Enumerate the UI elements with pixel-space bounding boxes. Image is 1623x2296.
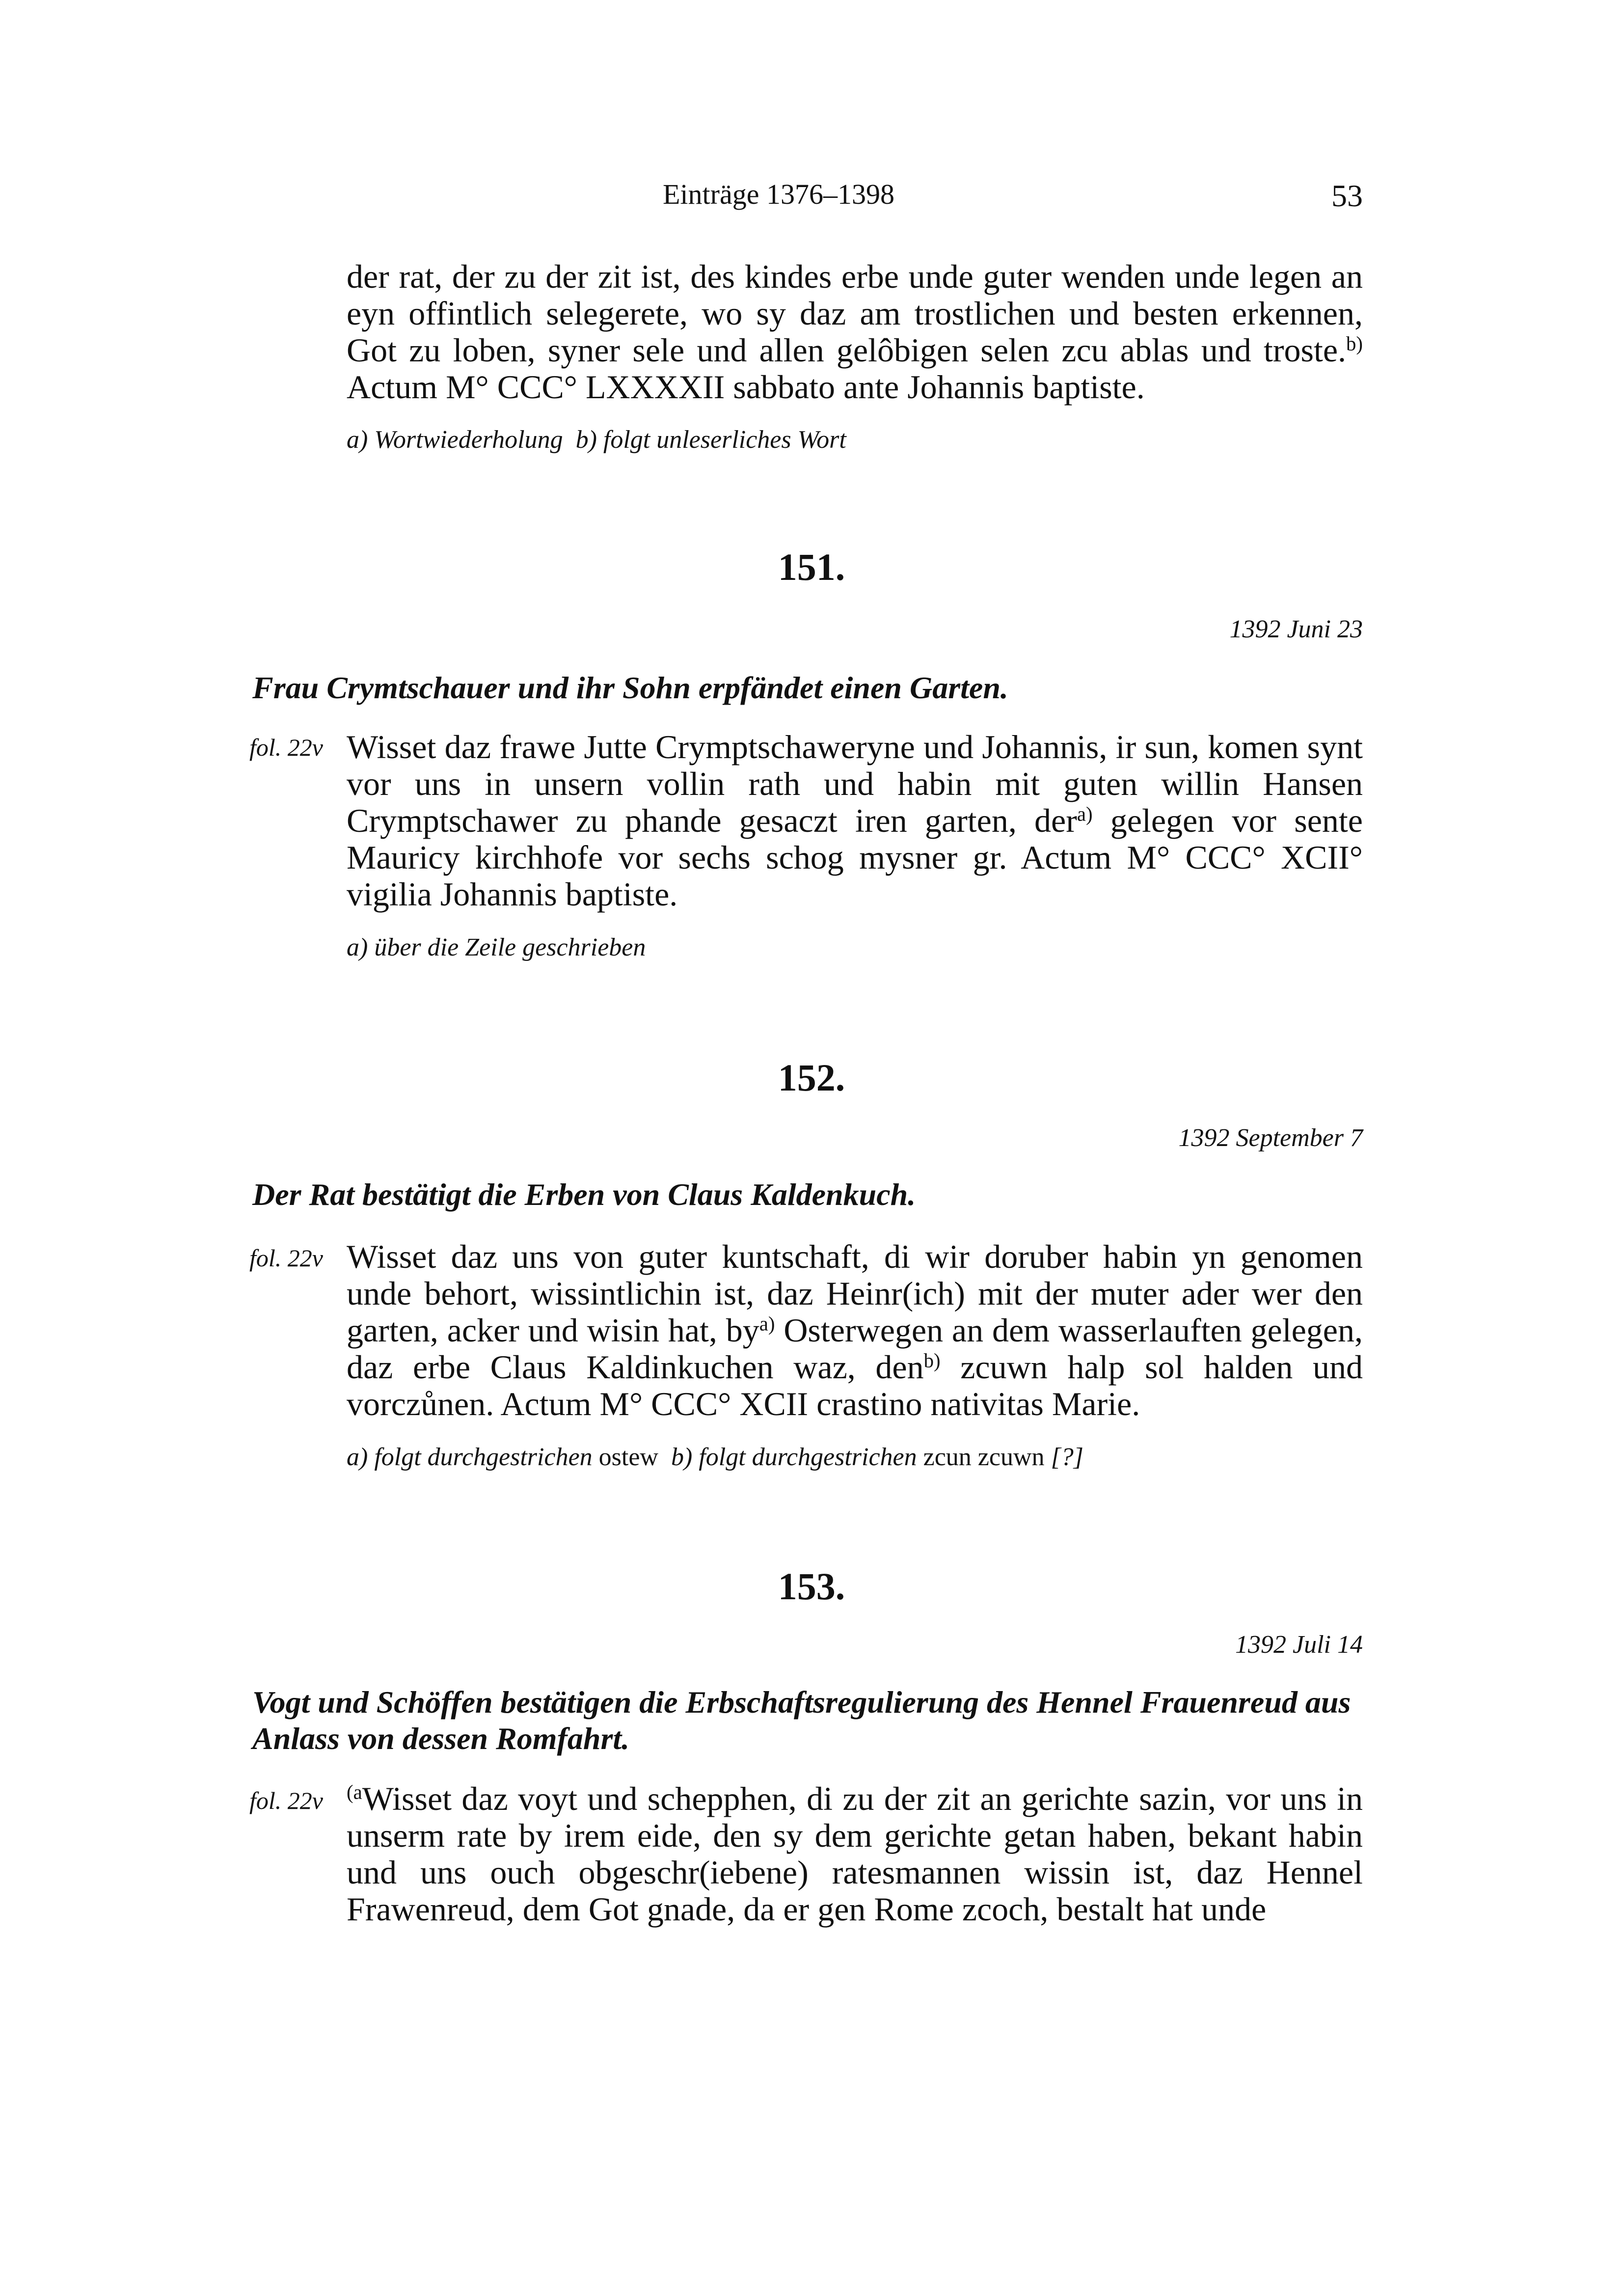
footnote-query: [?] bbox=[1051, 1443, 1083, 1471]
entry-151-title: Frau Crymtschauer und ihr Sohn erpfändet einen Garten. bbox=[252, 670, 1008, 705]
entry-153-folio: fol. 22v bbox=[249, 1787, 323, 1814]
entry-152-text bbox=[347, 1238, 1363, 1422]
entry-152-folio: fol. 22v bbox=[249, 1244, 323, 1272]
entry-151-footnotes: a) über die Zeile geschrieben bbox=[347, 933, 646, 961]
entry-153-text bbox=[347, 1780, 1363, 1928]
entry-152-number: 152. bbox=[778, 1056, 845, 1099]
entry-153-text-1: Wisset daz voyt und schepphen, di zu der zit an gerichte sazin, vor uns in unserm rate by irem eide, den sy dem gerichte getan haben, bekant habin und uns ouch obgeschr(iebene) ratesmannen wissin ist, daz Hennel Frawenreud, dem Got gnade, da er gen Rome zcoch, bestalt hat unde bbox=[347, 1780, 1363, 1928]
entry-151-number: 151. bbox=[778, 546, 845, 588]
footnote-b-roman: zcun zcuwn bbox=[923, 1443, 1051, 1471]
entry-152-footnote-b: b) bbox=[923, 1349, 941, 1372]
entry-152-text-1: Wisset daz uns von guter kuntschaft, di wir doruber habin yn genomen unde behort, wissintlichin ist, daz Heinr(ich) mit der muter ader wer den garten, acker und wisin hat, by bbox=[347, 1238, 1363, 1349]
intro-paragraph bbox=[347, 258, 1363, 406]
page-number: 53 bbox=[1331, 178, 1363, 213]
footnote-a-roman: ostew bbox=[598, 1443, 658, 1471]
intro-footnotes: a) Wortwiederholung b) folgt unleserliches Wort bbox=[347, 426, 846, 454]
entry-153-date: 1392 Juli 14 bbox=[1235, 1631, 1363, 1659]
entry-151-text-1: Wisset daz frawe Jutte Crymptschaweryne und Johannis, ir sun, komen synt vor uns in unsern vollin rath und habin mit guten willin Hansen Crymptschawer zu phande gesaczt iren garten, der bbox=[347, 728, 1363, 839]
footnote-b-italic: b) folgt durchgestrichen bbox=[658, 1443, 923, 1471]
entry-151-text-2: gelegen vor sente Mauricy kirchhofe vor sechs schog mysner gr. Actum M° CCC° XCII° vigilia Johannis baptiste. bbox=[347, 802, 1363, 913]
entry-151-folio: fol. 22v bbox=[249, 734, 323, 761]
intro-footnote-b: b) bbox=[1346, 332, 1363, 355]
entry-152-text-3: zcuwn halp sol halden und vorczůnen. Actum M° CCC° XCII crastino nativitas Marie. bbox=[347, 1348, 1363, 1422]
entry-153-number: 153. bbox=[778, 1565, 845, 1608]
intro-text-1: der rat, der zu der zit ist, des kindes erbe unde guter wenden unde legen an eyn offintlich selegerete, wo sy daz am trostlichen und besten erkennen, Got zu loben, syner sele und allen gelôbigen selen zcu ablas und troste. bbox=[347, 258, 1363, 369]
entry-153-footnote-open: (a bbox=[347, 1781, 362, 1804]
entry-151-text bbox=[347, 729, 1363, 913]
footnote-a-italic: a) folgt durchgestrichen bbox=[347, 1443, 599, 1471]
entry-152-footnotes bbox=[347, 1443, 1083, 1472]
entry-152-date: 1392 September 7 bbox=[1178, 1124, 1363, 1152]
entry-151-date: 1392 Juni 23 bbox=[1229, 615, 1363, 643]
entry-151-footnote-a: a) bbox=[1077, 803, 1093, 825]
intro-text-2: Actum M° CCC° LXXXXII sabbato ante Johannis baptiste. bbox=[347, 368, 1145, 406]
entry-152-footnote-a: a) bbox=[759, 1312, 775, 1335]
entry-152-text-2: Osterwegen an dem wasserlauften gelegen, daz erbe Claus Kaldinkuchen waz, den bbox=[347, 1312, 1363, 1386]
entry-152-title: Der Rat bestätigt die Erben von Claus Kaldenkuch. bbox=[252, 1177, 916, 1212]
running-header: Einträge 1376–1398 bbox=[663, 178, 894, 210]
entry-153-title: Vogt und Schöffen bestätigen die Erbschaftsregulierung des Hennel Frauenreud aus Anlass von dessen Romfahrt. bbox=[252, 1685, 1351, 1756]
